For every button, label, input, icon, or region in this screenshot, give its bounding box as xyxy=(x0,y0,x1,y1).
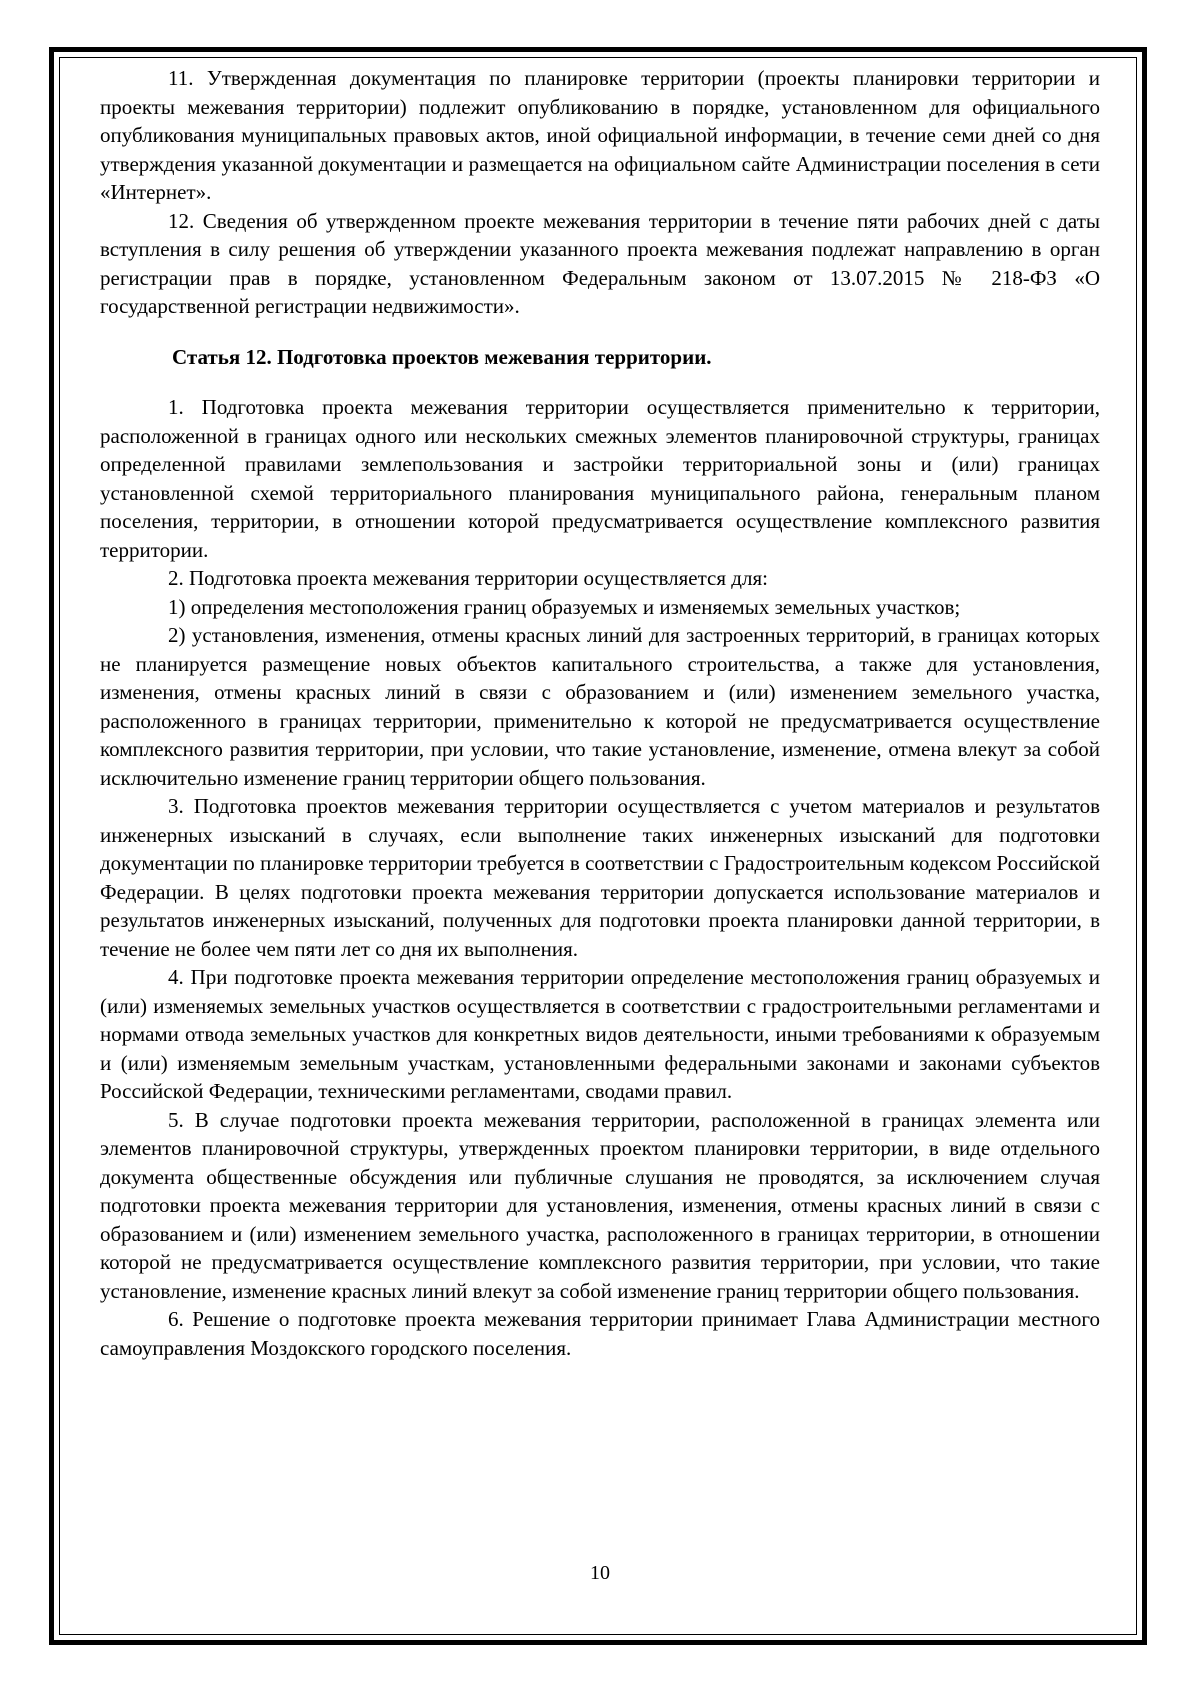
article-paragraph-5: 5. В случае подготовки проекта межевания территории, расположенной в границах элемента или элементов планировочной структуры, утвержденных проектом планировки территории, в виде отдельного документа общественные обсуждения или публичные слушания не проводятся, за исключением случая подготовки проекта межевания территории для установления, изменения, отмены красных линий в связи с образованием и (или) изменением земельного участка, расположенного в границах территории, в отношении которой не предусматривается осуществление комплексного развития территории, при условии, что такие установление, изменение красных линий влекут за собой изменение границ территории общего пользования. xyxy=(100,1107,1100,1303)
paragraph-11: 11. Утвержденная документация по планировке территории (проекты планировки территории и проекты межевания территории) подлежит опубликованию в порядке, установленном для официального опубликования муниципальных правовых актов, иной официальной информации, в течение семи дней со дня утверждения указанной документации и размещается на официальном сайте Администрации поселения в сети «Интернет». xyxy=(100,66,1100,204)
article-paragraph-2: 2. Подготовка проекта межевания территории осуществляется для: xyxy=(168,566,768,590)
article-paragraph-1: 1. Подготовка проекта межевания территории осуществляется применительно к территории, расположенной в границах одного или нескольких смежных элементов планировочной структуры, границах определенной правилами землепользования и застройки территориальной зоны и (или) границах установленной схемой территориального планирования муниципального района, генеральным планом поселения, территории, в отношении которой предусматривается осуществление комплексного развития территории. xyxy=(100,395,1100,562)
page-number: 10 xyxy=(590,1562,610,1584)
article-heading: Статья 12. Подготовка проектов межевания территории. xyxy=(172,344,712,369)
article-paragraph-4: 4. При подготовке проекта межевания территории определение местоположения границ образуемых и (или) изменяемых земельных участков осуществляется в соответствии с градостроительными регламентами и нормами отвода земельных участков для конкретных видов деятельности, иными требованиями к образуемым и (или) изменяемым земельным участкам, установленными федеральными законами и законами субъектов Российской Федерации, техническими регламентами, сводами правил. xyxy=(100,965,1100,1103)
article-paragraph-6: 6. Решение о подготовке проекта межевания территории принимает Глава Администрации местного самоуправления Моздокского городского поселения. xyxy=(100,1307,1100,1360)
document-body xyxy=(100,64,1100,1362)
article-paragraph-3: 3. Подготовка проектов межевания территории осуществляется с учетом материалов и результатов инженерных изысканий в случаях, если выполнение таких инженерных изысканий для подготовки документации по планировке территории требуется в соответствии с Градостроительным кодексом Российской Федерации. В целях подготовки проекта межевания территории допускается использование материалов и результатов инженерных изысканий, полученных для подготовки проекта планировки данной территории, в течение не более чем пяти лет со дня их выполнения. xyxy=(100,794,1100,961)
article-paragraph-2-item-1: 1) определения местоположения границ образуемых и изменяемых земельных участков; xyxy=(168,594,961,619)
paragraph-12: 12. Сведения об утвержденном проекте межевания территории в течение пяти рабочих дней с даты вступления в силу решения об утверждении указанного проекта межевания подлежат направлению в орган регистрации прав в порядке, установленном Федеральным законом от 13.07.2015 № 218-ФЗ «О государственной регистрации недвижимости». xyxy=(100,208,1100,318)
article-paragraph-2-item-2: 2) установления, изменения, отмены красных линий для застроенных территорий, в границах которых не планируется размещение новых объектов капитального строительства, а также для установления, изменения, отмены красных линий в связи с образованием и (или) изменением земельного участка, расположенного в границах территории, применительно к которой не предусматривается осуществление комплексного развития территории, при условии, что такие установление, изменение, отмена влекут за собой исключительно изменение границ территории общего пользования. xyxy=(100,623,1100,790)
